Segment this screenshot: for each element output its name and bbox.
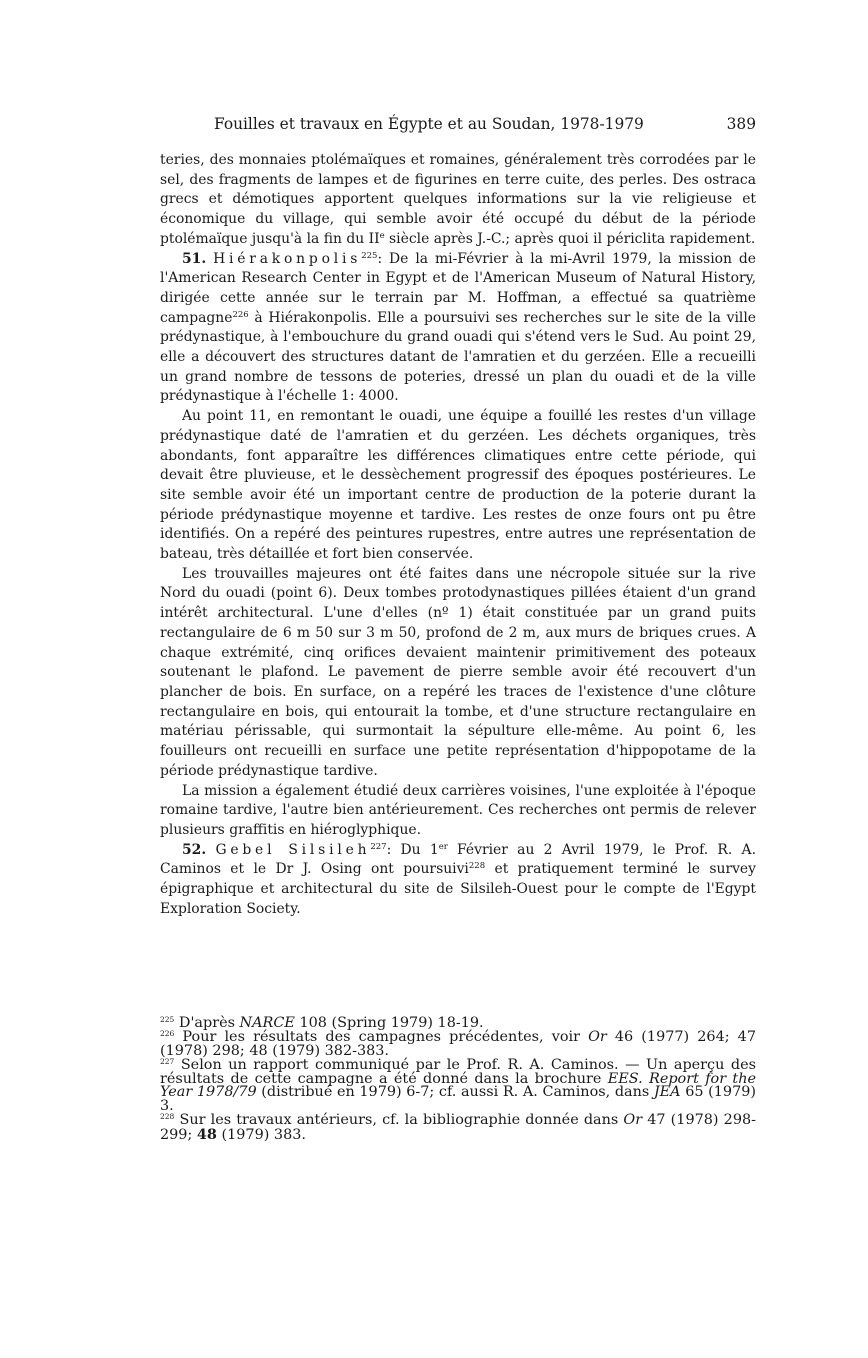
century-numeral: II bbox=[368, 230, 380, 247]
paragraph-carrieres: La mission a également étudié deux carrières voisines, l'une exploitée à l'époque romaine tardive, l'autre bien antérieurement. Ces recherches ont permis de relever plusieurs graffitis en hiéroglyphique. bbox=[160, 782, 756, 838]
paragraph-point-11: Au point 11, en remontant le ouadi, une équipe a fouillé les restes d'un village prédynastique daté de l'amratien et du gerzéen. Les déchets organiques, très abondants, font apparaître les différences climatiques entre cette période, qui devait être pluvieuse, et le dessèchement progressif des époques postérieures. Le site semble avoir été un important centre de production de la poterie durant la période prédynastique moyenne et tardive. Les restes de onze fours ont pu être identifiés. On a repéré des peintures rupestres, entre autres une représentation de bateau, très détaillée et fort bien conservée. bbox=[160, 408, 756, 563]
footnote-mark: 228 bbox=[160, 1111, 175, 1121]
footnote-225: $^{225}$ D'après NARCE 108 (Spring 1979) 18-19. bbox=[160, 1015, 484, 1031]
paragraph-gebel-silsileh: 52. Gebel Silsileh$^{227}$: Du 1er Février au 2 Avril 1979, le Prof. R. A. Caminos et le Dr J. Osing ont poursuivi$^{228}$ et pratiquement terminé le survey épigraphique et architectural du site de Silsileh-Ouest pour le compte de l'Egypt Exploration Society. bbox=[160, 841, 756, 917]
site-name: Hiérakonpolis bbox=[213, 250, 362, 267]
footnote-ref[interactable]: 227 bbox=[370, 841, 387, 852]
footnote-mark: 227 bbox=[160, 1056, 175, 1066]
footnote-228: $^{228}$ Sur les travaux antérieurs, cf. la bibliographie donnée dans Or 47 (1978) 298-299; 48 (1979) 383. bbox=[160, 1111, 756, 1143]
footnote-227: $^{227}$ Selon un rapport communiqué par le Prof. R. A. Caminos. — Un aperçu des résultats de cette campagne a été donné dans la brochure EES. Report for the Year 1978/79 (distribué en 1979) 6-7; cf. aussi R. A. Caminos, dans JEA 65 (1979) 3. bbox=[160, 1056, 756, 1114]
footnote-mark: 226 bbox=[160, 1029, 175, 1039]
paragraph-hierakonpolis: 51. Hiérakonpolis$^{225}$: De la mi-Février à la mi-Avril 1979, la mission de l'American Research Center in Egypt et de l'American Museum of Natural History, dirigée cette année sur le terrain par M. Hoffman, a effectué sa quatrième campagne$^{226}$ à Hiérakonpolis. Elle a poursuivi ses recherches sur le site de la ville prédynastique, à l'embouchure du grand ouadi qui s'étend vers le Sud. Au point 29, elle a découvert des structures datant de l'amratien et du gerzéen. Elle a recueilli un grand nombre de tessons de poteries, dressé un plan du ouadi et de la ville prédynastique à l'échelle 1: 4000. bbox=[160, 250, 756, 405]
footnote-ref[interactable]: 226 bbox=[232, 309, 249, 320]
main-text bbox=[160, 151, 756, 919]
site-name: Gebel Silsileh bbox=[215, 841, 371, 858]
section-number: 52. bbox=[182, 841, 207, 858]
running-header bbox=[160, 114, 756, 134]
section-number: 51. bbox=[182, 250, 207, 267]
footnote-ref[interactable]: 225 bbox=[361, 250, 378, 261]
paragraph-continuation: teries, des monnaies ptolémaïques et romaines, généralement très corrodées par le sel, des fragments de lampes et de figurines en terre cuite, des perles. Des ostraca grecs et démotiques apportent quelques informations sur la vie religieuse et économique du village, qui semble avoir été occupé du début de la période ptolémaïque jusqu'à la fin du IIe siècle après J.-C.; après quoi il périclita rapidement. bbox=[160, 152, 756, 247]
footnote-ref[interactable]: 228 bbox=[468, 861, 486, 872]
footnote-226: $^{226}$ Pour les résultats des campagnes précédentes, voir Or 46 (1977) 264; 47 (1978) 298; 48 (1979) 382-383. bbox=[160, 1029, 756, 1059]
footnotes bbox=[160, 1017, 756, 1143]
page-number: 389 bbox=[726, 115, 756, 133]
running-title: Fouilles et travaux en Égypte et au Soudan, 1978-1979 bbox=[214, 115, 644, 133]
paragraph-necropole: Les trouvailles majeures ont été faites dans une nécropole située sur la rive Nord du ouadi (point 6). Deux tombes protodynastiques pillées étaient d'un grand intérêt architectural. L'une d'elles (nº 1) était constituée par un grand puits rectangulaire de 6 m 50 sur 3 m 50, profond de 2 m, aux murs de briques crues. A chaque extrémité, cinq orifices devaient maintenir primitivement des poteaux soutenant le plafond. Le pavement de pierre semble avoir été recouvert d'un plancher de bois. En surface, on a repéré les traces de l'existence d'une clôture rectangulaire en bois, qui entourait la tombe, et d'une structure rectangulaire en matériau périssable, qui surmontait la sépulture elle-même. Au point 6, les fouilleurs ont recueilli en surface une petite représentation d'hippopotame de la période prédynastique tardive. bbox=[160, 565, 756, 779]
footnote-mark: 225 bbox=[160, 1015, 175, 1024]
